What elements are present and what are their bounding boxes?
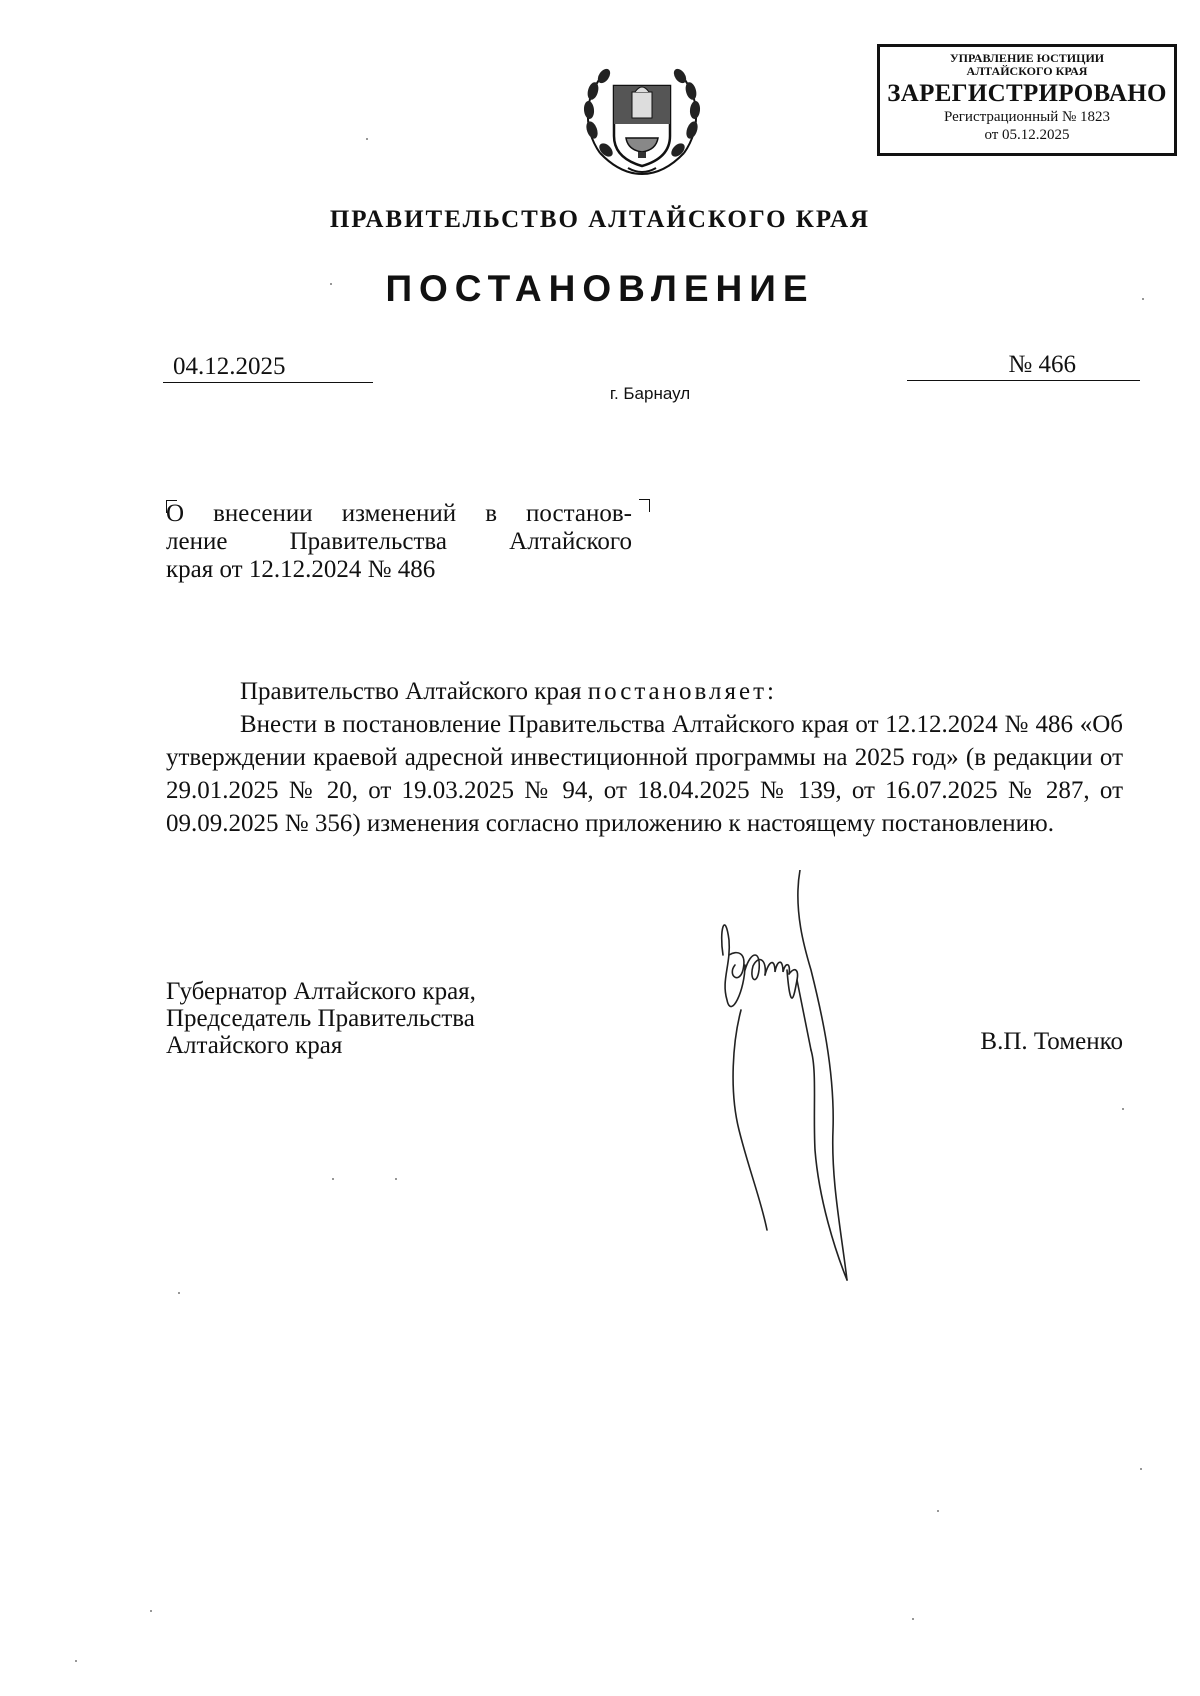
signatory-position	[166, 978, 586, 1059]
scan-speck	[178, 1292, 180, 1294]
scan-speck	[332, 1178, 334, 1180]
signatory-name: В.П. Томенко	[980, 1028, 1123, 1055]
subject-corner-right	[639, 499, 650, 512]
document-number: № 466	[907, 350, 1140, 381]
body-p1-prefix: Правительство Алтайского края	[240, 678, 588, 705]
scan-speck	[330, 283, 332, 285]
scan-speck	[937, 1510, 939, 1512]
signatory-position-line3: Алтайского края	[166, 1032, 343, 1059]
document-type: ПОСТАНОВЛЕНИЕ	[385, 268, 815, 309]
document-subject	[166, 500, 632, 584]
registration-stamp	[877, 44, 1177, 156]
body-paragraph-resolves	[166, 675, 1123, 708]
subject-line1: О внесении изменений в постанов-	[166, 500, 632, 527]
signatory-position-line1: Губернатор Алтайского края,	[166, 978, 476, 1005]
signatory-position-line2: Председатель Правительства	[166, 1005, 475, 1032]
stamp-authority-line1: УПРАВЛЕНИЕ ЮСТИЦИИ	[949, 51, 1105, 65]
scan-speck	[912, 1618, 914, 1620]
stamp-reg-date: от 05.12.2025	[984, 127, 1070, 143]
scan-speck	[150, 1610, 152, 1612]
document-city: г. Барнаул	[609, 384, 691, 403]
scan-speck	[1142, 298, 1144, 300]
scan-speck	[366, 138, 368, 140]
document-date: 04.12.2025	[163, 352, 373, 383]
scan-speck	[395, 1178, 397, 1180]
stamp-authority-line2: АЛТАЙСКОГО КРАЯ	[966, 64, 1088, 78]
scan-speck	[1140, 1468, 1142, 1470]
body-p1-verb: постановляет:	[587, 678, 777, 705]
subject-line3: края от 12.12.2024 № 486	[166, 556, 436, 583]
subject-line2: ление Правительства Алтайского	[166, 528, 632, 555]
scan-speck	[1122, 1108, 1124, 1110]
coat-of-arms-icon	[580, 58, 704, 182]
scan-speck	[75, 1660, 77, 1662]
government-name: ПРАВИТЕЛЬСТВО АЛТАЙСКОГО КРАЯ	[329, 206, 871, 233]
document-body	[166, 675, 1123, 840]
handwritten-signature	[715, 870, 895, 1290]
stamp-status: ЗАРЕГИСТРИРОВАНО	[887, 80, 1167, 107]
stamp-reg-number: Регистрационный № 1823	[943, 109, 1111, 125]
body-paragraph-main: Внести в постановление Правительства Алтайского края от 12.12.2024 № 486 «Об утверждении краевой адресной инвестиционной программы на 2025 год» (в редакции от 29.01.2025 № 20, от 19.03.2025 № 94, от 18.04.2025 № 139, от 16.07.2025 № 287, от 09.09.2025 № 356) изменения согласно приложению к настоящему постановлению.	[166, 711, 1123, 837]
